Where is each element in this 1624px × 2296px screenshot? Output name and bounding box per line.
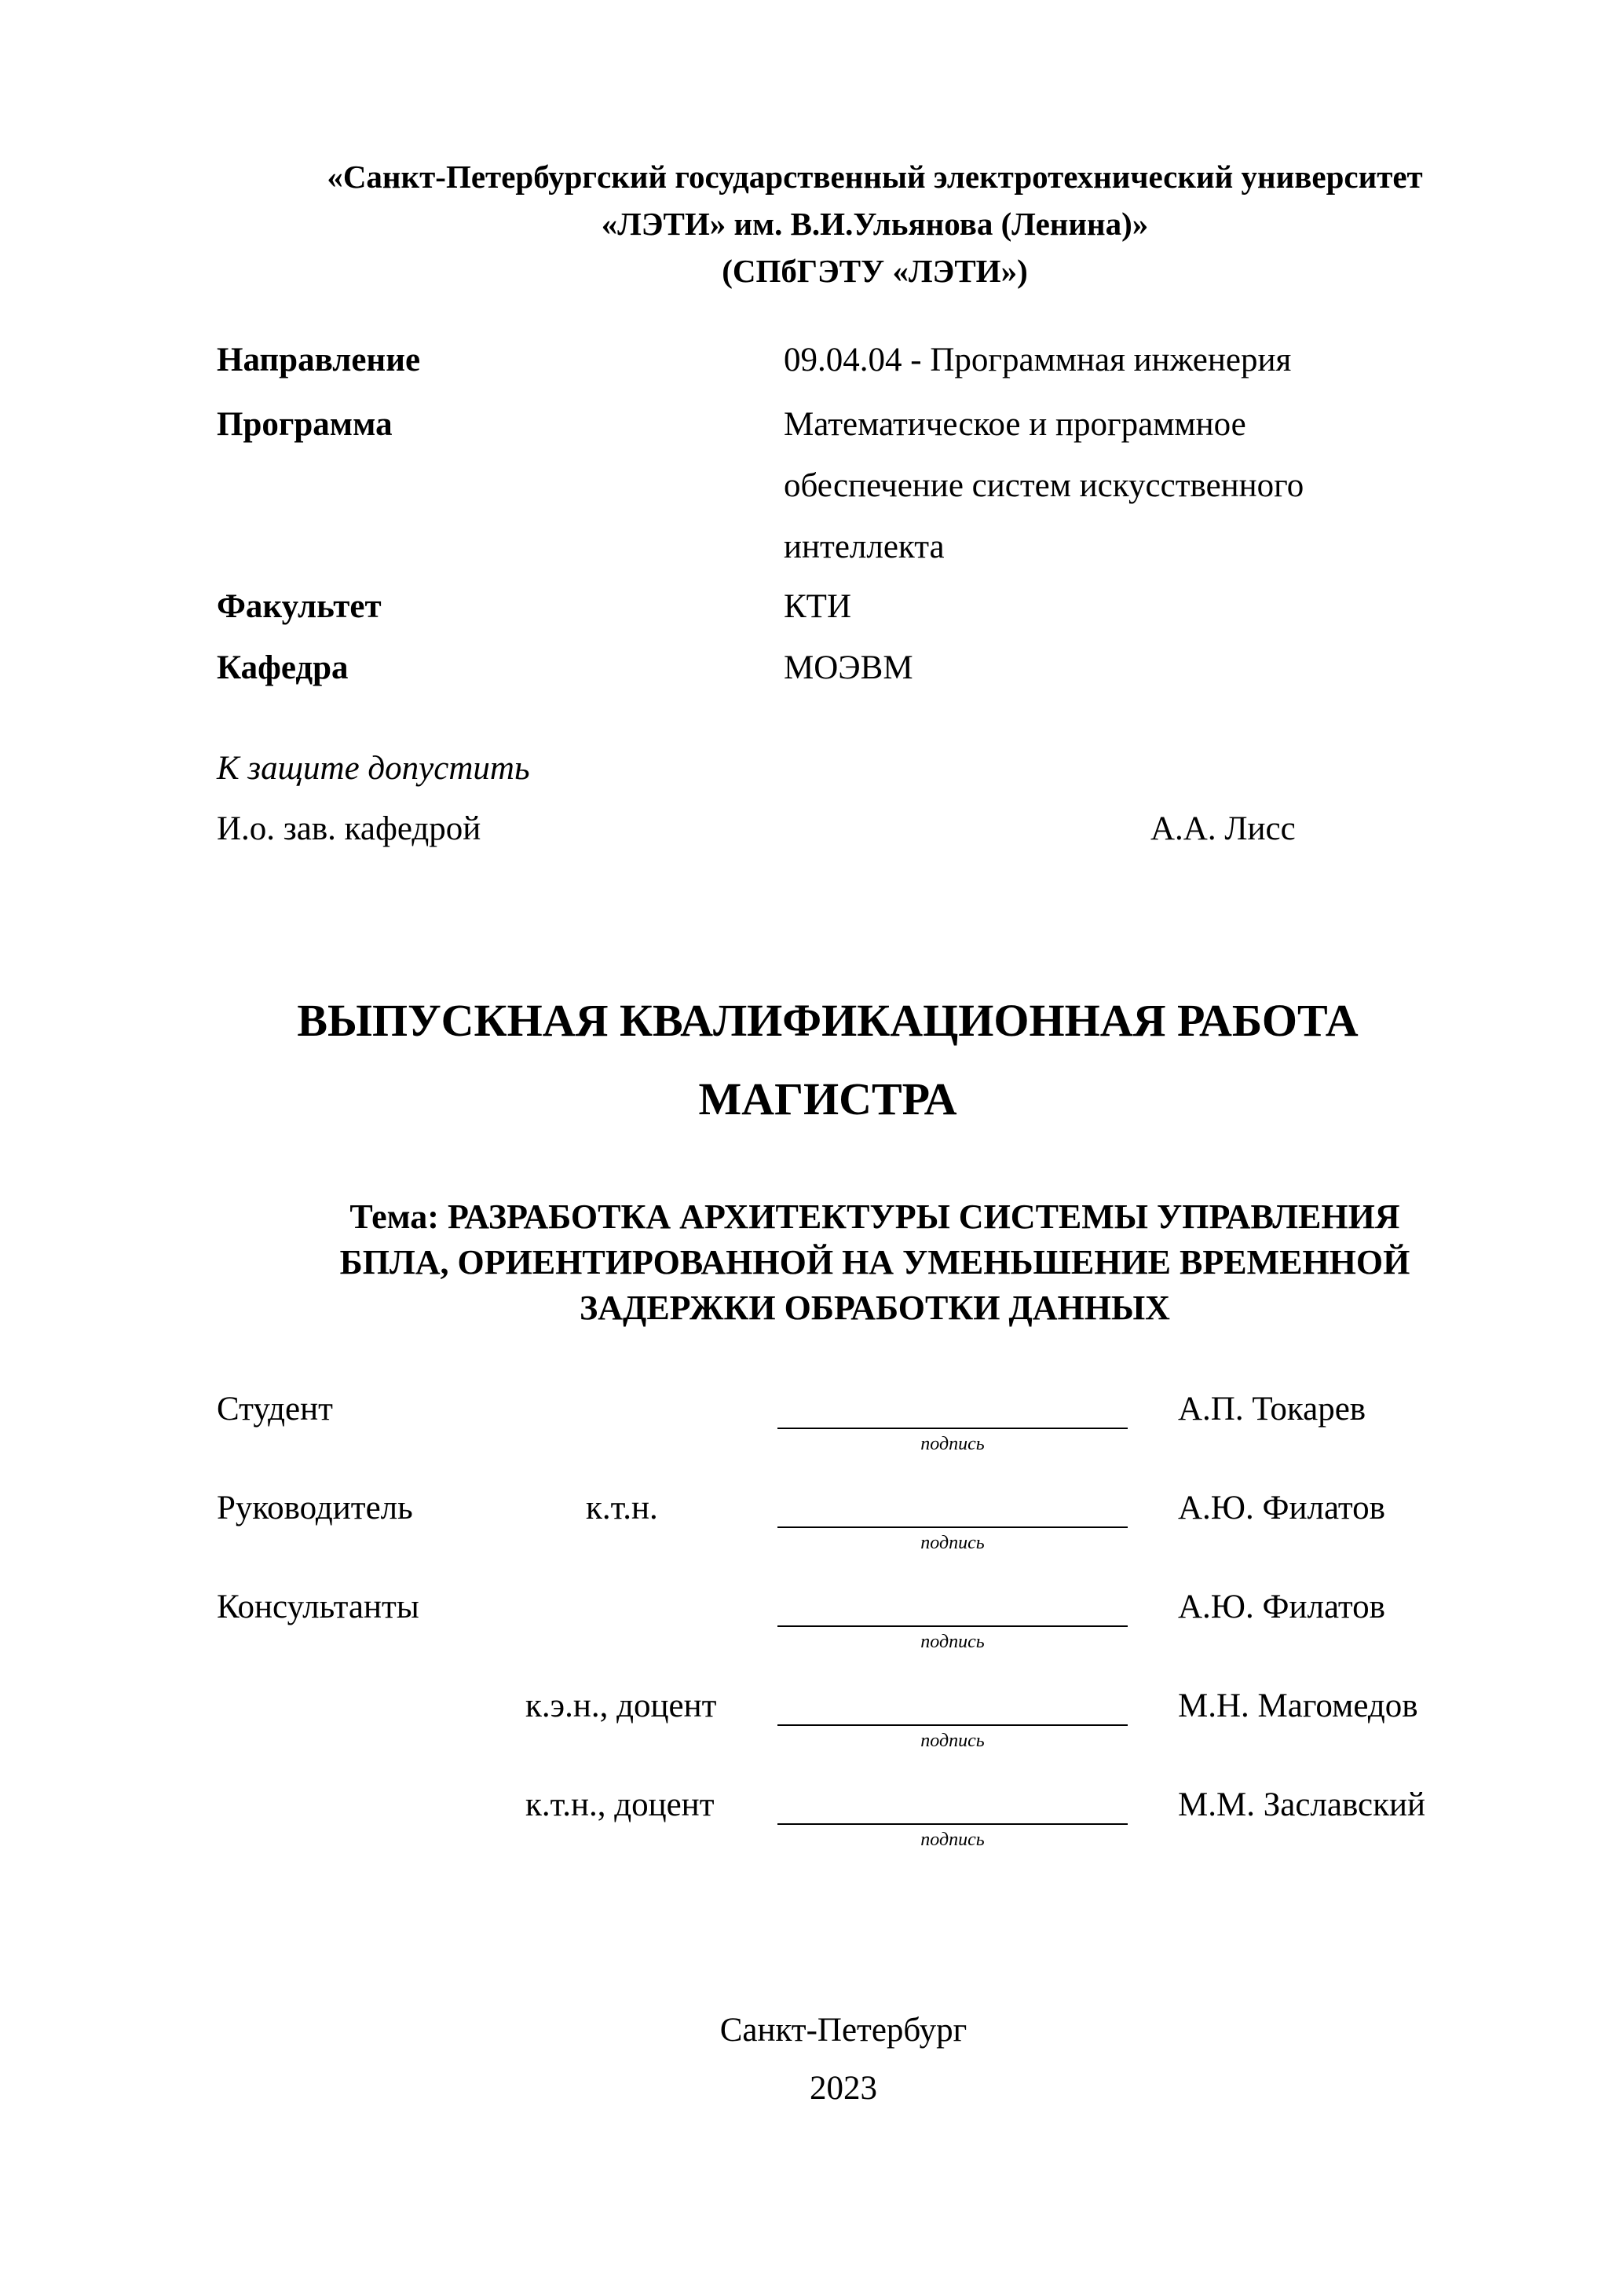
signature-row-consultant-1	[0, 1580, 1624, 1674]
faculty-value: КТИ	[784, 588, 851, 625]
signature-row-consultant-3	[0, 1778, 1624, 1872]
signature-caption: подпись	[920, 1434, 985, 1454]
thesis-topic-line-2: БПЛА, ОРИЕНТИРОВАННОЙ НА УМЕНЬШЕНИЕ ВРЕМЕННОЙ	[339, 1243, 1410, 1281]
direction-label: Направление	[217, 342, 421, 378]
signature-name: А.Ю. Филатов	[1178, 1490, 1385, 1526]
program-value-line-1: Математическое и программное	[784, 406, 1246, 443]
signature-row-student	[0, 1382, 1624, 1476]
signature-row-consultant-2	[0, 1679, 1624, 1773]
direction-value: 09.04.04 - Программная инженерия	[784, 342, 1292, 378]
signature-line	[777, 1724, 1128, 1726]
university-abbreviation: (СПбГЭТУ «ЛЭТИ»)	[722, 253, 1028, 289]
university-name-line-1: «Санкт-Петербургский государственный электротехнический университет	[327, 159, 1423, 195]
university-header	[0, 153, 1624, 294]
program-label: Программа	[217, 406, 393, 443]
program-value-line-2: обеспечение систем искусственного	[784, 467, 1304, 504]
department-row	[0, 638, 1624, 699]
program-value-line-3: интеллекта	[784, 528, 945, 565]
faculty-label: Факультет	[217, 588, 382, 625]
signature-caption: подпись	[920, 1533, 985, 1553]
year: 2023	[810, 2070, 877, 2107]
signature-role: Руководитель	[217, 1490, 413, 1526]
signature-role: Студент	[217, 1391, 333, 1428]
thesis-topic-line-3: ЗАДЕРЖКИ ОБРАБОТКИ ДАННЫХ	[580, 1289, 1170, 1327]
department-label: Кафедра	[217, 649, 349, 686]
university-name-line-2: «ЛЭТИ» им. В.И.Ульянова (Ленина)»	[601, 206, 1149, 242]
signature-degree: к.т.н., доцент	[525, 1786, 715, 1823]
signature-line	[777, 1823, 1128, 1825]
thesis-topic	[0, 1194, 1624, 1331]
signature-caption: подпись	[920, 1830, 985, 1850]
signature-caption: подпись	[920, 1632, 985, 1652]
signature-line	[777, 1428, 1128, 1429]
program-value	[784, 394, 1304, 578]
head-of-department-label: И.о. зав. кафедрой	[217, 810, 481, 847]
signature-degree: к.э.н., доцент	[525, 1687, 717, 1724]
signature-name: М.Н. Магомедов	[1178, 1687, 1418, 1724]
signature-role: Консультанты	[217, 1589, 419, 1625]
signature-line	[777, 1526, 1128, 1528]
signature-degree: к.т.н.	[586, 1490, 658, 1526]
department-value: МОЭВМ	[784, 649, 913, 686]
head-of-department-name: А.А. Лисс	[1150, 810, 1296, 847]
admission-note: К защите допустить	[217, 750, 530, 787]
document-title-line-2: МАГИСТРА	[698, 1073, 957, 1124]
thesis-topic-line-1: Тема: РАЗРАБОТКА АРХИТЕКТУРЫ СИСТЕМЫ УПРАВЛЕНИЯ	[349, 1197, 1400, 1236]
direction-row	[0, 330, 1624, 391]
document-title	[0, 982, 1624, 1139]
signature-name: М.М. Заславский	[1178, 1786, 1426, 1823]
signature-line	[777, 1625, 1128, 1627]
signature-name: А.Ю. Филатов	[1178, 1589, 1385, 1625]
signature-name: А.П. Токарев	[1178, 1391, 1366, 1428]
signature-caption: подпись	[920, 1731, 985, 1751]
document-title-line-1: ВЫПУСКНАЯ КВАЛИФИКАЦИОННАЯ РАБОТА	[297, 995, 1359, 1046]
city: Санкт-Петербург	[719, 2012, 967, 2049]
faculty-row	[0, 576, 1624, 638]
signature-row-supervisor	[0, 1481, 1624, 1575]
